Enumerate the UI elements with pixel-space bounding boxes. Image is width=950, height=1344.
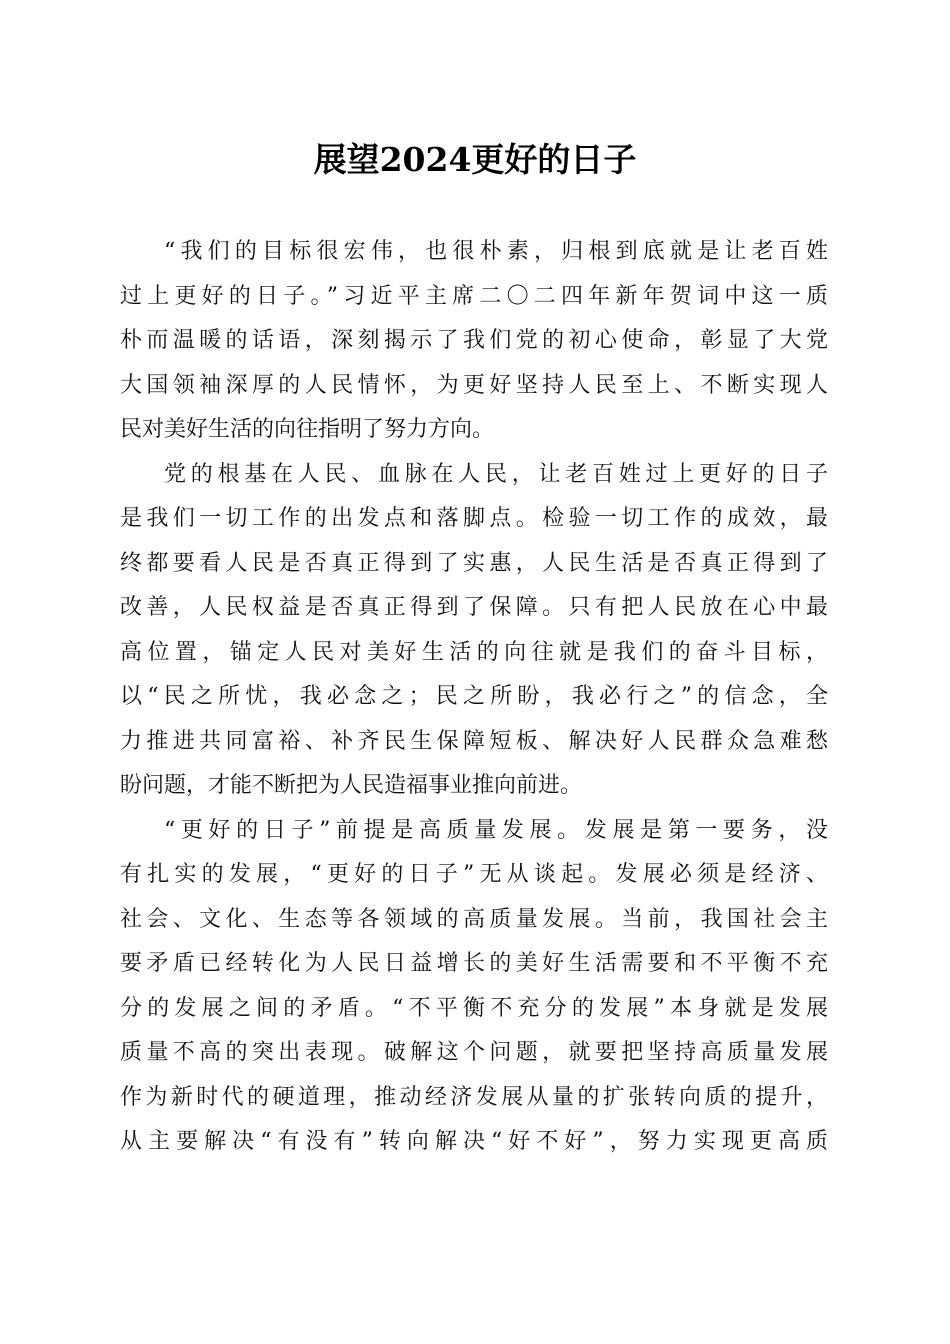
text-line: 作为新时代的硬道理，推动经济发展从量的扩张转向质的提升， bbox=[120, 1084, 828, 1110]
text-line: 分的发展之间的矛盾。“不平衡不充分的发展”本身就是发展 bbox=[120, 995, 828, 1021]
paragraph-3 bbox=[120, 809, 828, 1165]
paragraph-1 bbox=[120, 230, 828, 453]
text-line: “更好的日子”前提是高质量发展。发展是第一要务，没 bbox=[164, 817, 828, 843]
text-line: 朴而温暖的话语，深刻揭示了我们党的初心使命，彰显了大党 bbox=[120, 328, 828, 353]
text-line: 以“民之所忧，我必念之；民之所盼，我必行之”的信念，全 bbox=[120, 684, 828, 709]
text-line: 盼问题，才能不断把为人民造福事业推向前进。 bbox=[120, 773, 583, 798]
text-line: 民对美好生活的向往指明了努力方向。 bbox=[120, 417, 495, 442]
paragraph-2 bbox=[120, 453, 828, 809]
document-body bbox=[120, 230, 828, 1165]
text-line: 改善，人民权益是否真正得到了保障。只有把人民放在心中最 bbox=[120, 595, 828, 620]
text-line: 终都要看人民是否真正得到了实惠，人民生活是否真正得到了 bbox=[120, 550, 828, 576]
text-line: 社会、文化、生态等各领域的高质量发展。当前，我国社会主 bbox=[120, 906, 828, 932]
text-line: “我们的目标很宏伟，也很朴素，归根到底就是让老百姓 bbox=[164, 239, 828, 264]
text-line: 从主要解决“有没有”转向解决“好不好”，努力实现更高质 bbox=[120, 1129, 828, 1154]
text-line: 党的根基在人民、血脉在人民，让老百姓过上更好的日子 bbox=[164, 461, 828, 487]
text-line: 过上更好的日子。”习近平主席二〇二四年新年贺词中这一质 bbox=[120, 283, 828, 309]
text-line: 质量不高的突出表现。破解这个问题，就要把坚持高质量发展 bbox=[120, 1040, 828, 1065]
text-line: 大国领袖深厚的人民情怀，为更好坚持人民至上、不断实现人 bbox=[120, 372, 828, 398]
text-line: 要矛盾已经转化为人民日益增长的美好生活需要和不平衡不充 bbox=[120, 951, 828, 976]
text-line: 高位置，锚定人民对美好生活的向往就是我们的奋斗目标， bbox=[120, 639, 828, 665]
text-line: 有扎实的发展，“更好的日子”无从谈起。发展必须是经济、 bbox=[120, 862, 828, 887]
text-line: 力推进共同富裕、补齐民生保障短板、解决好人民群众急难愁 bbox=[120, 728, 828, 754]
document-title: 展望2024更好的日子 bbox=[313, 140, 637, 179]
text-line: 是我们一切工作的出发点和落脚点。检验一切工作的成效，最 bbox=[120, 506, 828, 531]
